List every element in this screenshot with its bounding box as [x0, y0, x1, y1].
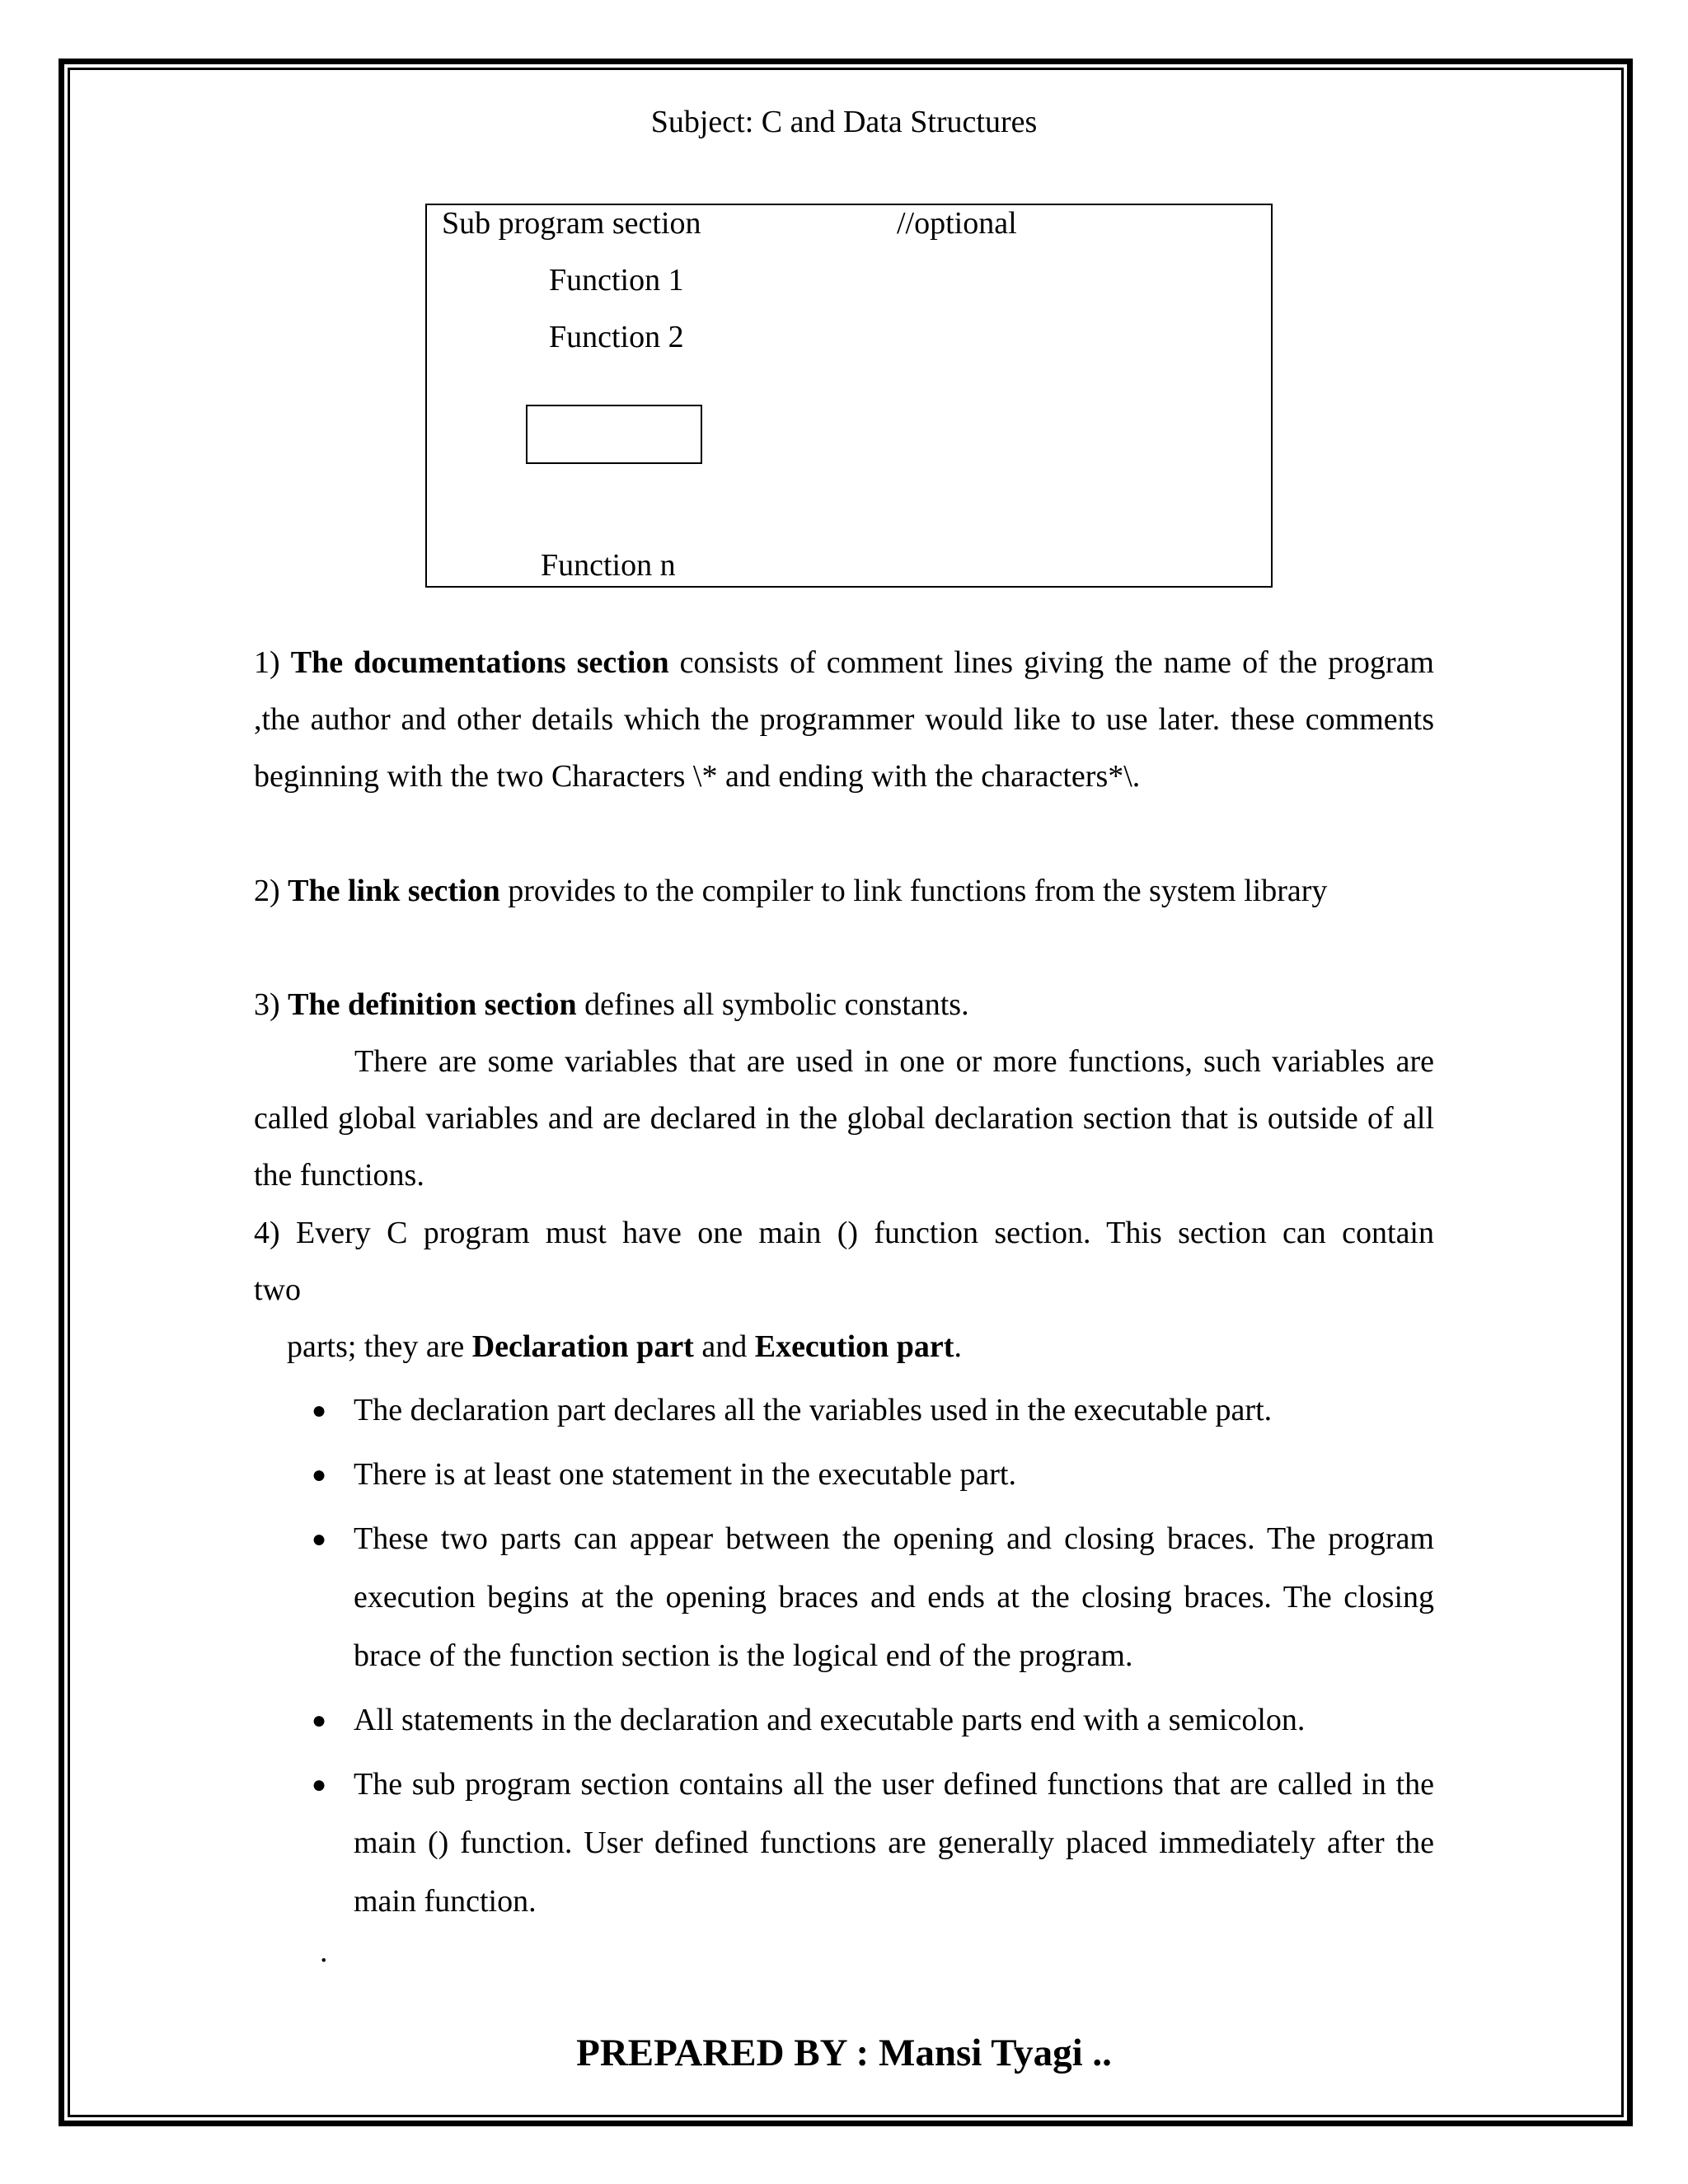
list-item: [254, 1381, 1434, 1440]
sub-program-diagram: [425, 204, 1273, 588]
section-heading: The definition section: [288, 987, 577, 1022]
list-item-text: These two parts can appear between the opening and closing braces. The program execution begins at the opening braces and ends at the closing braces. The closing brace of the function section is the logical end of the program.: [354, 1521, 1434, 1673]
diagram-function-n: Function n: [541, 548, 676, 583]
section-link: [254, 863, 1434, 920]
section-link-paragraph: [254, 863, 1434, 920]
section-main-line-1: 4) Every C program must have one main () function section. This section can contain: [254, 1216, 1434, 1250]
parts-period: .: [954, 1329, 962, 1364]
section-documentation-paragraph: [254, 635, 1434, 805]
section-main-line-2: two: [254, 1272, 301, 1307]
bullet-icon: ●: [312, 1707, 327, 1734]
list-item-text: The declaration part declares all the variables used in the executable part.: [354, 1393, 1273, 1427]
section-heading: The documentations section: [290, 645, 669, 680]
section-heading: The link section: [288, 874, 500, 908]
prepared-by-footer: PREPARED BY : Mansi Tyagi ..: [576, 2032, 1112, 2074]
section-text: provides to the compiler to link functions from the system library: [499, 874, 1328, 908]
list-item-text: All statements in the declaration and executable parts end with a semicolon.: [354, 1703, 1306, 1737]
list-item: [254, 1691, 1434, 1750]
list-item: [254, 1755, 1434, 1931]
list-item-text: There is at least one statement in the executable part.: [354, 1457, 1016, 1492]
diagram-function-1: Function 1: [549, 263, 684, 298]
parts-prefix: parts; they are: [287, 1329, 472, 1364]
diagram-function-2: Function 2: [549, 320, 684, 354]
bullet-icon: ●: [312, 1771, 327, 1798]
section-number: 2): [254, 874, 288, 908]
bullet-icon: ●: [312, 1461, 327, 1488]
list-item-text: The sub program section contains all the user defined functions that are called in the main () function. User defined functions are generally placed immediately after the main function.: [354, 1767, 1434, 1919]
stray-period: .: [320, 1934, 328, 1969]
section-text: consists of comment lines giving the name of the program ,the author and other details which the programmer would like to use later. these comments beginning with the two Characters \* and ending with the characters*\.: [254, 645, 1434, 794]
list-item: [254, 1446, 1434, 1504]
parts-and: and: [693, 1329, 755, 1364]
diagram-title: Sub program section: [442, 206, 701, 241]
section-main-function: [254, 1205, 1434, 1376]
section-documentation: [254, 635, 1434, 805]
global-variables-paragraph: There are some variables that are used in one or more functions, such variables are called global variables and are declared in the global declaration section that is outside of all the functions.: [254, 1044, 1434, 1193]
section-text: defines all symbolic constants.: [576, 987, 969, 1022]
diagram-placeholder-box: [526, 405, 702, 464]
section-definition-paragraph: [254, 977, 1434, 1033]
diagram-comment: //optional: [897, 206, 1017, 241]
section-number: 3): [254, 987, 288, 1022]
execution-part-label: Execution part: [754, 1329, 954, 1364]
bullet-icon: ●: [312, 1526, 327, 1553]
list-item: [254, 1510, 1434, 1685]
subject-header: Subject: C and Data Structures: [650, 105, 1038, 139]
bullet-icon: ●: [312, 1397, 327, 1424]
section-number: 1): [254, 645, 291, 680]
section-definition: [254, 977, 1434, 1204]
section-main-parts-line: [254, 1319, 1434, 1376]
bullet-list: [254, 1381, 1434, 1937]
declaration-part-label: Declaration part: [471, 1329, 694, 1364]
